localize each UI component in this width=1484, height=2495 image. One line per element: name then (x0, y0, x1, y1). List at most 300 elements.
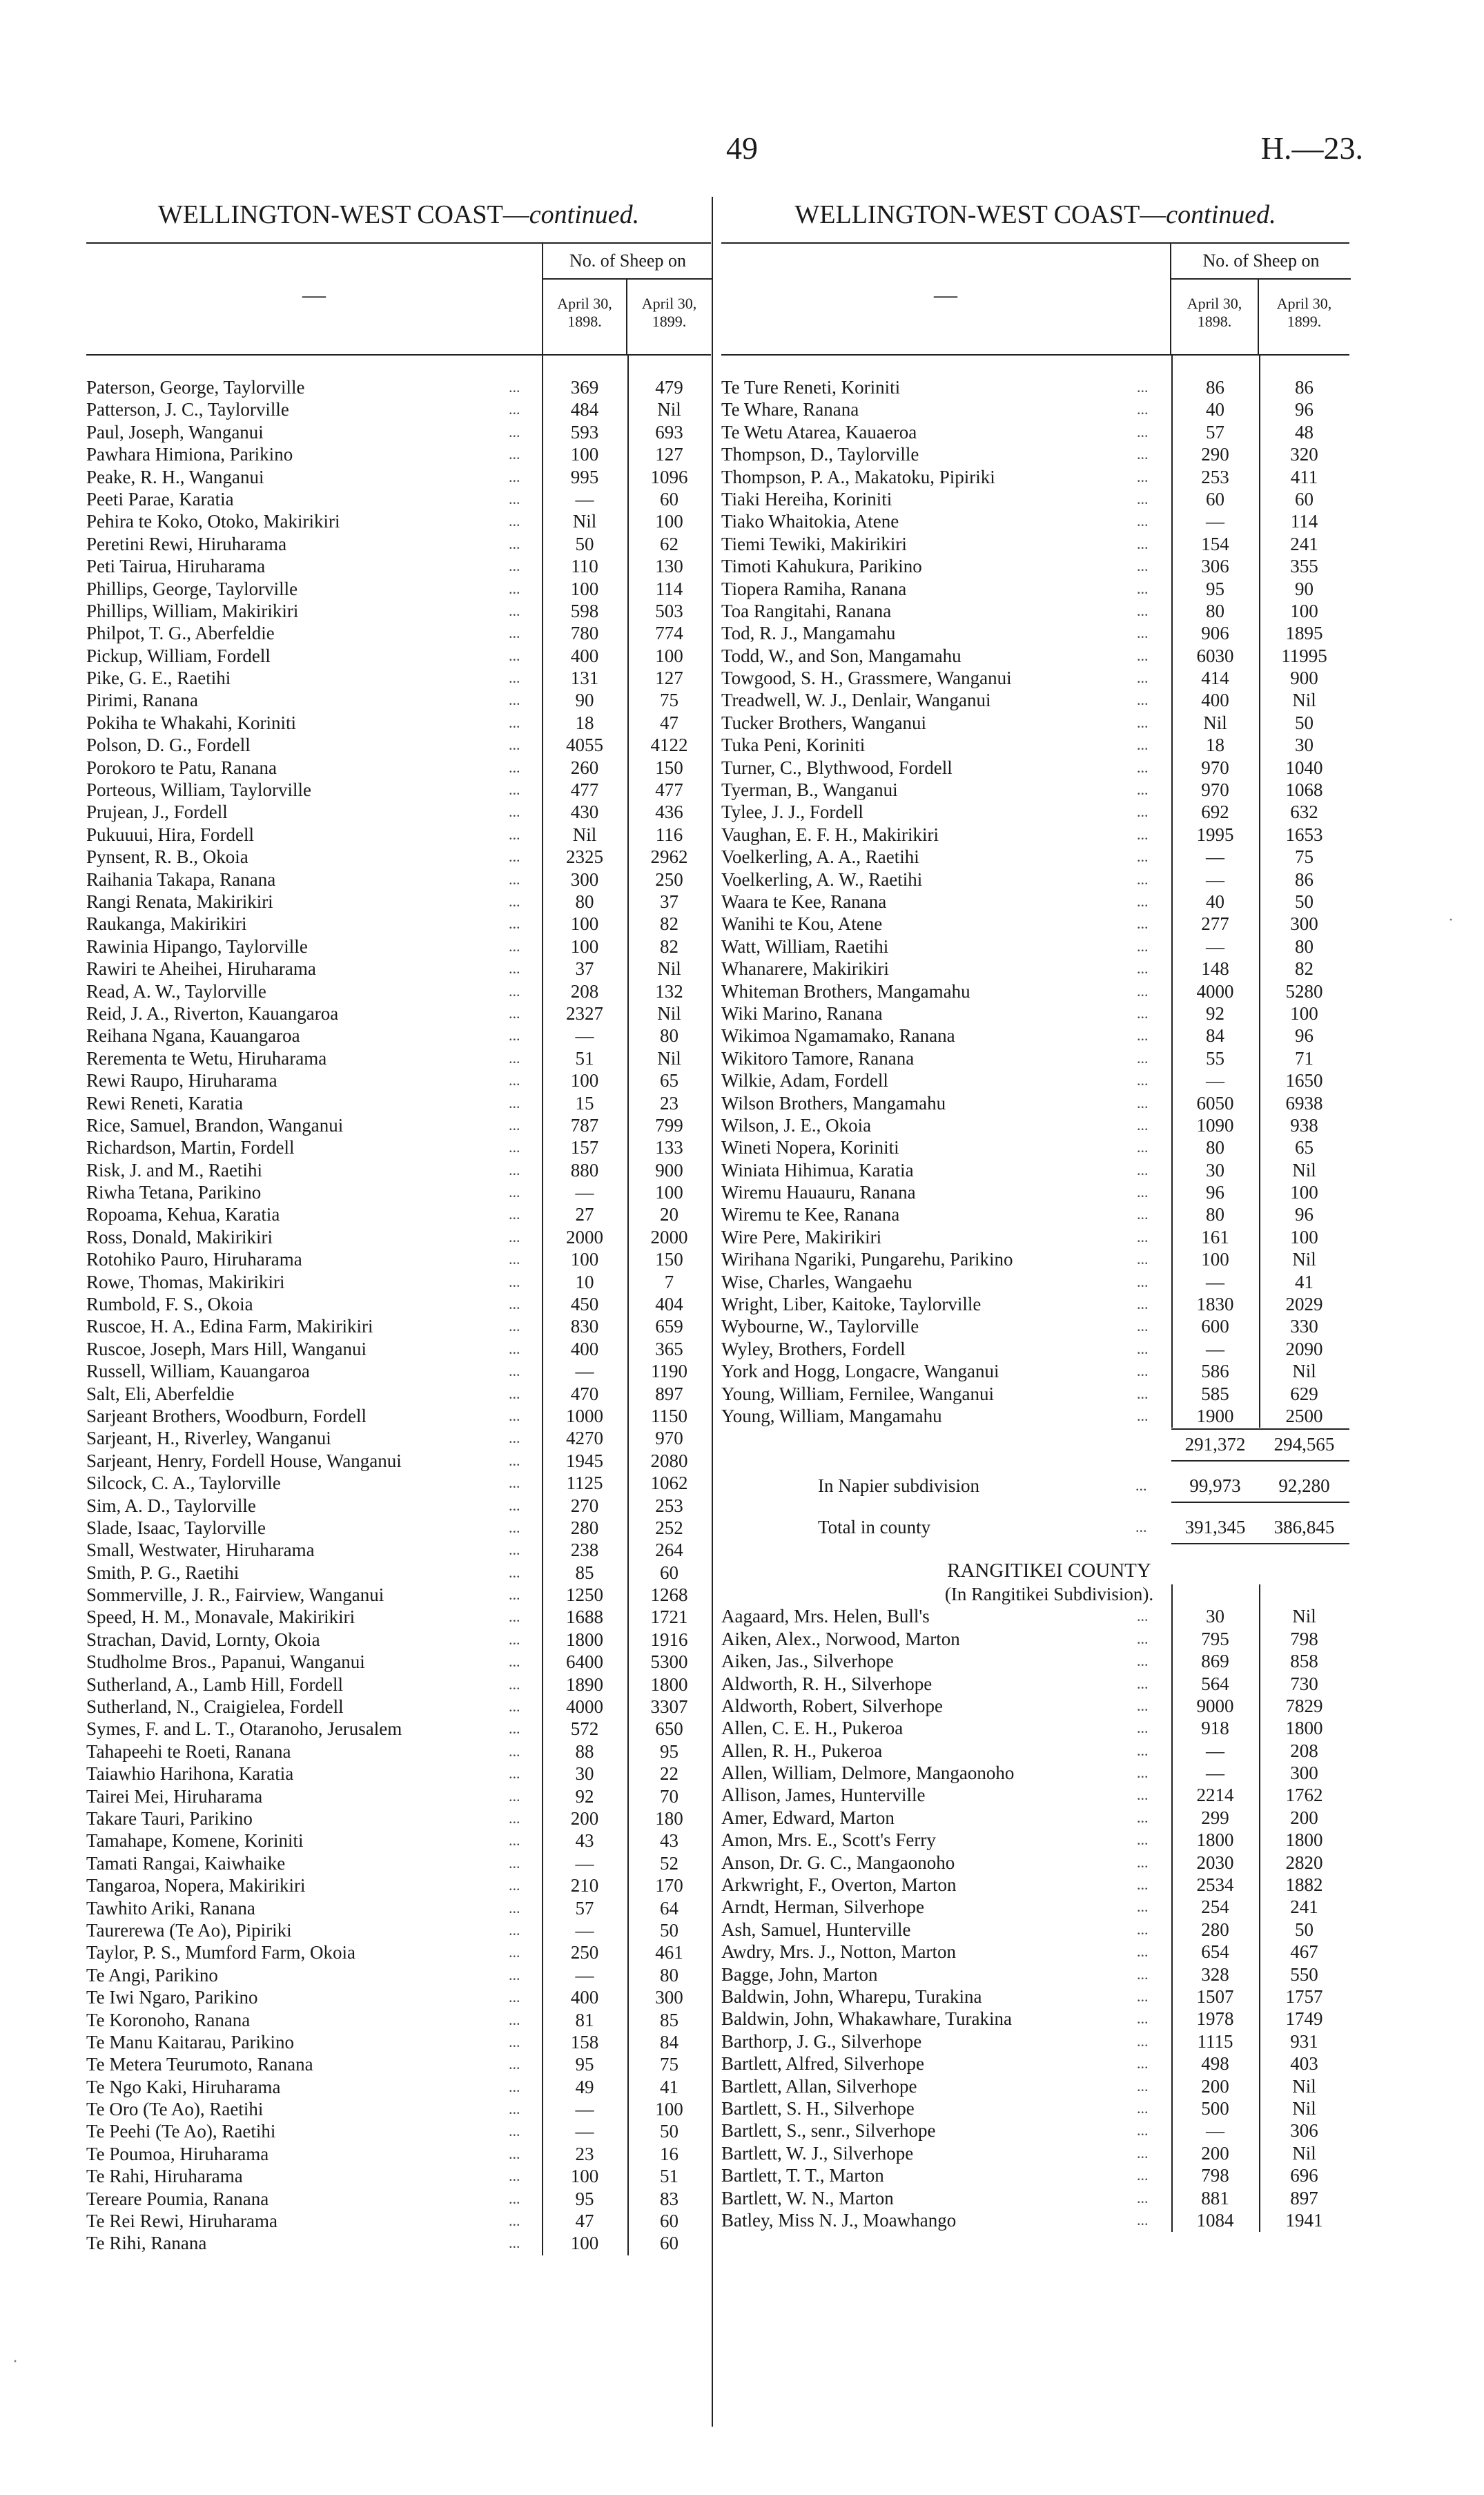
sheep-1898: 95 (575, 2188, 594, 2209)
leader-dots: ... (1137, 803, 1149, 821)
rangitikei-heading: RANGITIKEI COUNTY (947, 1560, 1151, 1582)
leader-dots: ... (509, 1988, 520, 2006)
owner-name: Ross, Donald, Makirikiri (86, 1226, 273, 1248)
owner-name: Arkwright, F., Overton, Marton (721, 1874, 957, 1896)
owner-name: Rumbold, F. S., Okoia (86, 1294, 253, 1315)
sheep-1899: 180 (655, 1808, 683, 1829)
owner-name: Winiata Hihimua, Karatia (721, 1159, 914, 1181)
leader-dots: ... (1137, 1629, 1149, 1647)
table-row (721, 533, 1349, 555)
leader-dots: ... (1137, 601, 1149, 619)
sheep-1899: 100 (1290, 600, 1318, 621)
sheep-1898: 55 (1206, 1047, 1224, 1069)
sheep-1899: 970 (655, 1428, 683, 1449)
sheep-1899: 1800 (650, 1673, 688, 1695)
header-col-1899: April 30, 1899. (641, 295, 697, 330)
leader-dots: ... (509, 1027, 520, 1045)
table-row (721, 1025, 1349, 1047)
sheep-1898: 84 (1206, 1025, 1224, 1047)
owner-name: Porteous, William, Taylorville (86, 779, 311, 801)
owner-name: Silcock, C. A., Taylorville (86, 1473, 281, 1494)
leader-dots: ... (1137, 982, 1149, 1000)
sheep-1898: 787 (570, 1114, 599, 1136)
sheep-1898: 80 (1206, 1137, 1224, 1158)
sheep-1899: 1882 (1285, 1874, 1323, 1896)
sheep-1899: 16 (660, 2143, 678, 2164)
leader-dots: ... (1137, 2032, 1149, 2050)
sheep-1899: 550 (1290, 1963, 1318, 1985)
table-row (721, 1986, 1349, 2008)
owner-name: Tawhito Ariki, Ranana (86, 1897, 255, 1919)
table-row (721, 1896, 1349, 1918)
owner-name: Rawiri te Aheihei, Hiruharama (86, 958, 316, 980)
leader-dots: ... (1137, 1027, 1149, 1045)
header-group: No. of Sheep on (542, 244, 712, 354)
table-row (86, 801, 711, 823)
sheep-1899: 11995 (1281, 645, 1327, 666)
leader-dots: ... (1137, 467, 1149, 485)
leader-dots: ... (1137, 870, 1149, 888)
sheep-1898: 586 (1201, 1361, 1229, 1382)
table-row (86, 824, 711, 846)
owner-name: Voelkerling, A. A., Raetihi (721, 846, 919, 868)
owner-name: Ash, Samuel, Hunterville (721, 1919, 911, 1940)
owner-name: Toa Rangitahi, Ranana (721, 600, 892, 621)
sheep-1898: 43 (575, 1830, 594, 1852)
table-row (721, 1271, 1349, 1293)
owner-name: Paul, Joseph, Wanganui (86, 421, 264, 443)
right-table-header (721, 242, 1349, 356)
sheep-1899: 696 (1290, 2165, 1318, 2186)
owner-name: Pickup, William, Fordell (86, 645, 271, 666)
owner-name: Whanarere, Makirikiri (721, 958, 889, 980)
owner-name: Te Wetu Atarea, Kauaeroa (721, 421, 917, 443)
leader-dots: ... (509, 1518, 520, 1536)
table-row (86, 712, 711, 734)
owner-name: Te Angi, Parikino (86, 1964, 218, 1986)
sheep-1899: 330 (1290, 1316, 1318, 1337)
sheep-1898: 10 (575, 1271, 594, 1292)
leader-dots: ... (1137, 1138, 1149, 1156)
table-row (86, 1338, 711, 1360)
owner-name: Tiako Whaitokia, Atene (721, 511, 899, 532)
sheep-1899: Nil (657, 1047, 681, 1069)
table-row (86, 1495, 711, 1517)
table-row (721, 779, 1349, 801)
margin-mark: · (1448, 911, 1454, 929)
sheep-1898: 157 (570, 1137, 599, 1158)
sheep-1899: 37 (660, 891, 678, 912)
left-column-title: WELLINGTON-WEST COAST—continued. (157, 200, 640, 229)
table-row (86, 488, 711, 510)
sheep-1898: — (575, 1361, 594, 1382)
sheep-1898: 692 (1201, 802, 1229, 823)
leader-dots: ... (1137, 1317, 1149, 1335)
table-row (86, 1293, 711, 1315)
table-row (86, 1114, 711, 1136)
sheep-1898: 37 (575, 958, 594, 980)
owner-name: Porokoro te Patu, Ranana (86, 757, 277, 778)
sheep-1899: 23 (660, 1092, 678, 1114)
leader-dots: ... (509, 1161, 520, 1178)
table-row (721, 421, 1349, 443)
leader-dots: ... (1137, 1965, 1149, 1983)
sheep-1898: 110 (571, 556, 598, 577)
sheep-1898: 81 (575, 2009, 594, 2030)
leader-dots: ... (1137, 1831, 1149, 1849)
leader-dots: ... (1137, 489, 1149, 507)
sheep-1898: 60 (1206, 488, 1224, 509)
napier-1899: 92,280 (1278, 1475, 1330, 1497)
leader-dots: ... (1137, 378, 1149, 396)
sheep-1898: 798 (1201, 2165, 1229, 2186)
sheep-1899: Nil (657, 1002, 681, 1024)
leader-dots: ... (1137, 1362, 1149, 1380)
leader-dots: ... (1137, 1719, 1149, 1737)
table-row (721, 2097, 1349, 2119)
sheep-1899: 100 (655, 511, 683, 532)
table-row (86, 1829, 711, 1852)
leader-dots: ... (509, 1742, 520, 1760)
leader-dots: ... (509, 1295, 520, 1313)
owner-name: Sommerville, J. R., Fairview, Wanganui (86, 1584, 384, 1606)
leader-dots: ... (509, 1227, 520, 1245)
sheep-1898: 498 (1201, 2053, 1229, 2075)
owner-name: Ropoama, Kehua, Karatia (86, 1204, 280, 1225)
sheep-1898: — (575, 1919, 594, 1941)
table-row (86, 1002, 711, 1025)
leader-dots: ... (1137, 1786, 1149, 1804)
sheep-1899: 50 (1295, 712, 1314, 733)
leader-dots: ... (509, 445, 520, 463)
table-row (86, 1897, 711, 1919)
leader-dots: ... (509, 1541, 520, 1559)
table-row (721, 1784, 1349, 1806)
owner-name: Wilkie, Adam, Fordell (721, 1070, 888, 1091)
owner-name: Richardson, Martin, Fordell (86, 1137, 295, 1158)
sheep-1899: 47 (660, 712, 678, 733)
sheep-1899: 650 (655, 1718, 683, 1740)
table-row (86, 1248, 711, 1270)
owner-name: Amer, Edward, Marton (721, 1807, 895, 1828)
leader-dots: ... (509, 1339, 520, 1357)
table-row (86, 1517, 711, 1539)
table-row (721, 2209, 1349, 2231)
table-row (721, 2030, 1349, 2052)
sheep-1898: — (1206, 2120, 1224, 2142)
sheep-1898: — (575, 488, 594, 509)
leader-dots: ... (1137, 1674, 1149, 1692)
table-row (721, 846, 1349, 868)
owner-name: Todd, W., and Son, Mangamahu (721, 645, 961, 666)
owner-name: Tyerman, B., Wanganui (721, 779, 898, 801)
owner-name: Tuka Peni, Koriniti (721, 735, 866, 756)
owner-name: Wilson Brothers, Mangamahu (721, 1092, 946, 1114)
sheep-1898: 6400 (566, 1651, 603, 1673)
sheep-1898: 970 (1201, 779, 1229, 801)
leader-dots: ... (509, 646, 520, 664)
sheep-1899: 116 (655, 824, 683, 845)
table-row (86, 376, 711, 398)
sheep-1899: 1650 (1285, 1070, 1323, 1091)
sheep-1899: 250 (655, 868, 683, 890)
sheep-1898: 50 (575, 533, 594, 554)
column-rule (1259, 356, 1260, 1428)
sheep-1899: Nil (657, 958, 681, 980)
owner-name: Te Metera Teurumoto, Ranana (86, 2054, 313, 2075)
sheep-1898: 80 (1206, 1204, 1224, 1225)
table-row (721, 1226, 1349, 1248)
header-group: No. of Sheep on (1170, 244, 1351, 354)
leader-dots: ... (1137, 2166, 1149, 2184)
table-row (86, 2188, 711, 2210)
owner-name: Rewi Reneti, Karatia (86, 1092, 244, 1114)
sheep-1899: 2500 (1285, 1405, 1323, 1426)
leader-dots: ... (1137, 1652, 1149, 1670)
owner-name: Sarjeant, Henry, Fordell House, Wanganui (86, 1450, 402, 1471)
table-row (86, 935, 711, 958)
table-row (86, 421, 711, 443)
owner-name: Reid, J. A., Riverton, Kauangaroa (86, 1002, 339, 1024)
leader-dots: ... (1137, 1853, 1149, 1871)
sheep-1899: 114 (655, 578, 683, 599)
county-total-rule (1171, 1543, 1349, 1544)
sheep-1898: 277 (1201, 913, 1229, 935)
owner-name: Te Koronoho, Ranana (86, 2009, 251, 2030)
leader-dots: ... (1137, 1607, 1149, 1625)
leader-dots: ... (509, 937, 520, 955)
leader-dots: ... (509, 758, 520, 776)
sheep-1899: 479 (655, 377, 683, 398)
sheep-1899: 114 (1290, 511, 1318, 532)
table-row (86, 1025, 711, 1047)
owner-name: Anson, Dr. G. C., Mangaonoho (721, 1852, 955, 1873)
sheep-1899: Nil (1292, 1606, 1316, 1627)
sheep-1898: 100 (570, 578, 599, 599)
sheep-1899: 70 (660, 1785, 678, 1807)
table-row (86, 1203, 711, 1225)
leader-dots: ... (509, 1004, 520, 1022)
sheep-1899: 71 (1295, 1047, 1314, 1069)
owner-name: Tucker Brothers, Wanganui (721, 712, 927, 733)
sheep-1899: 1916 (650, 1629, 688, 1650)
table-row (86, 2232, 711, 2254)
table-row (86, 757, 711, 779)
table-row (86, 466, 711, 488)
sheep-1899: 150 (655, 1249, 683, 1270)
sheep-1898: 27 (575, 1204, 594, 1225)
sheep-1898: 238 (570, 1540, 599, 1561)
leader-dots: ... (509, 2167, 520, 2185)
county-total-1899: 386,845 (1273, 1517, 1335, 1538)
owner-name: Studholme Bros., Papanui, Wanganui (86, 1651, 365, 1673)
sheep-1898: 2327 (566, 1002, 603, 1024)
sheep-1899: 100 (655, 645, 683, 666)
owner-name: Te Manu Kaitarau, Parikino (86, 2031, 295, 2052)
table-row (721, 868, 1349, 891)
leader-dots: ... (509, 1071, 520, 1089)
sheep-1899: 20 (660, 1204, 678, 1225)
sheep-1898: 500 (1201, 2097, 1229, 2119)
sheep-1899: 41 (660, 2076, 678, 2097)
sheep-1898: 49 (575, 2076, 594, 2097)
table-row (721, 1874, 1349, 1896)
table-row (86, 2143, 711, 2165)
table-row (721, 600, 1349, 622)
header-dash: — (934, 282, 957, 308)
owner-name: York and Hogg, Longacre, Wanganui (721, 1361, 999, 1382)
sheep-1898: 4270 (566, 1428, 603, 1449)
table-row (721, 1114, 1349, 1136)
sheep-1899: 95 (660, 1740, 678, 1762)
table-row (86, 600, 711, 622)
owner-name: Rotohiko Pauro, Hiruharama (86, 1249, 302, 1270)
sheep-1899: 2820 (1285, 1852, 1323, 1873)
table-row (86, 2009, 711, 2031)
leader-dots: ... (509, 669, 520, 687)
sheep-1899: 208 (1290, 1740, 1318, 1761)
sheep-1898: 300 (570, 868, 599, 890)
leader-dots: ... (1137, 1876, 1149, 1894)
sheep-1898: 1250 (566, 1584, 603, 1606)
table-row (721, 2052, 1349, 2075)
owner-name: Bartlett, S., senr., Silverhope (721, 2120, 936, 2142)
sheep-1898: 200 (570, 1808, 599, 1829)
owner-name: Sarjeant Brothers, Woodburn, Fordell (86, 1405, 367, 1426)
sheep-1898: 90 (575, 690, 594, 711)
sheep-1899: 355 (1290, 556, 1318, 577)
sheep-1898: 15 (575, 1092, 594, 1114)
leader-dots: ... (509, 736, 520, 754)
owner-name: Paterson, George, Taylorville (86, 377, 305, 398)
owner-name: Pike, G. E., Raetihi (86, 668, 231, 689)
sheep-1898: 200 (1201, 2142, 1229, 2164)
table-row (721, 1740, 1349, 1762)
owner-name: Tereare Poumia, Ranana (86, 2188, 269, 2209)
leader-dots: ... (509, 2144, 520, 2162)
leader-dots: ... (509, 713, 520, 731)
leader-dots: ... (1137, 1227, 1149, 1245)
table-row (721, 824, 1349, 846)
sheep-1898: Nil (572, 511, 597, 532)
owner-name: Aldworth, Robert, Silverhope (721, 1695, 943, 1716)
sheep-1899: 2962 (650, 846, 688, 868)
table-row (86, 1271, 711, 1293)
sheep-1899: 320 (1290, 444, 1318, 465)
sheep-1898: 995 (570, 466, 599, 487)
sheep-1898: 400 (1201, 690, 1229, 711)
sheep-1898: 100 (570, 913, 599, 935)
table-row (86, 2053, 711, 2075)
table-row (86, 1986, 711, 2008)
sheep-1899: 127 (655, 668, 683, 689)
sheep-1898: 100 (1201, 1249, 1229, 1270)
table-row (721, 622, 1349, 644)
leader-dots: ... (1137, 1988, 1149, 2005)
sheep-1898: 830 (570, 1316, 599, 1337)
table-row (721, 1673, 1349, 1695)
sheep-1899: 467 (1290, 1941, 1318, 1963)
table-row (86, 667, 711, 689)
sheep-1898: 100 (570, 1070, 599, 1091)
sheep-1899: 80 (660, 1025, 678, 1047)
table-row (86, 1785, 711, 1807)
table-row (86, 846, 711, 868)
owner-name: Rowe, Thomas, Makirikiri (86, 1271, 285, 1292)
leader-dots: ... (1137, 2122, 1149, 2139)
leader-dots: ... (509, 2100, 520, 2118)
leader-dots: ... (1137, 1808, 1149, 1826)
sheep-1898: 970 (1201, 757, 1229, 778)
owner-name: Smith, P. G., Raetihi (86, 1562, 240, 1583)
owner-name: Peeti Parae, Karatia (86, 488, 234, 509)
leader-dots: ... (509, 1563, 520, 1581)
sheep-1899: 65 (660, 1070, 678, 1091)
sheep-1899: 2029 (1285, 1294, 1323, 1315)
sheep-1898: 450 (570, 1294, 599, 1315)
leader-dots: ... (1137, 445, 1149, 463)
sheep-1899: 900 (1290, 668, 1318, 689)
sheep-1899: 100 (1290, 1182, 1318, 1203)
leader-dots: ... (509, 624, 520, 642)
owner-name: Tiemi Tewiki, Makirikiri (721, 533, 907, 554)
owner-name: Allison, James, Hunterville (721, 1785, 926, 1806)
sheep-1898: — (575, 1025, 594, 1047)
owner-name: Allen, C. E. H., Pukeroa (721, 1718, 904, 1739)
sheep-1898: 253 (1201, 466, 1229, 487)
sheep-1899: 659 (655, 1316, 683, 1337)
leader-dots: ... (509, 557, 520, 575)
owner-name: Symes, F. and L. T., Otaranoho, Jerusalem (86, 1718, 402, 1740)
table-row (86, 1584, 711, 1606)
sheep-1899: 75 (1295, 846, 1314, 868)
owner-name: Amon, Mrs. E., Scott's Ferry (721, 1829, 936, 1851)
leader-dots: ... (1137, 1898, 1149, 1916)
table-row (721, 555, 1349, 577)
table-row (86, 1740, 711, 1763)
leader-dots: ... (509, 1272, 520, 1290)
column-divider (712, 197, 713, 2427)
table-row (721, 1807, 1349, 1829)
table-row (86, 1651, 711, 1673)
table-row (721, 510, 1349, 532)
sheep-1899: 300 (655, 1987, 683, 2008)
table-row (86, 510, 711, 532)
sheep-1899: 1757 (1285, 1986, 1323, 2007)
sheep-1899: 798 (1290, 1628, 1318, 1649)
owner-name: Arndt, Herman, Silverhope (721, 1896, 924, 1918)
table-row (86, 1136, 711, 1158)
leader-dots: ... (1137, 937, 1149, 955)
right-totals (721, 1427, 1349, 2231)
sheep-1898: 880 (570, 1159, 599, 1181)
leader-dots: ... (509, 512, 520, 530)
owner-name: Thompson, D., Taylorville (721, 444, 919, 465)
sheep-1898: — (575, 2099, 594, 2120)
sheep-1898: 2000 (566, 1226, 603, 1248)
table-row (86, 980, 711, 1002)
sheep-1898: 260 (570, 757, 599, 778)
sheep-1898: 1688 (566, 1606, 603, 1628)
leader-dots: ... (509, 825, 520, 843)
leader-dots: ... (1137, 1049, 1149, 1067)
sheep-1899: 693 (655, 421, 683, 443)
table-row (86, 2165, 711, 2187)
leader-dots: ... (1137, 400, 1149, 418)
leader-dots: ... (509, 1653, 520, 1671)
owner-name: Wilson, J. E., Okoia (721, 1114, 872, 1136)
table-row (86, 1629, 711, 1651)
